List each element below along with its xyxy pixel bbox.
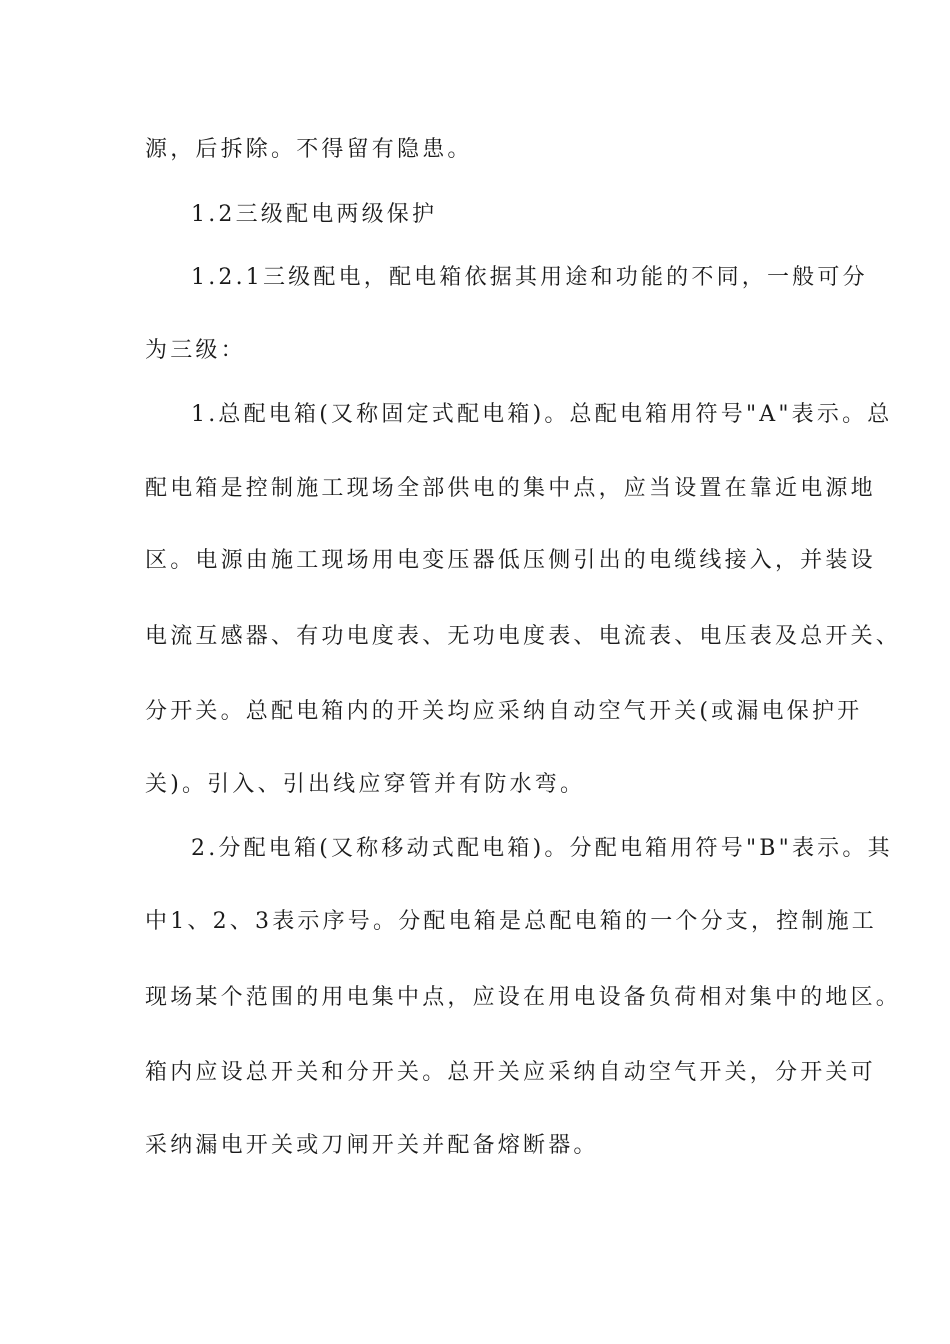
paragraph-line: 电流互感器、有功电度表、无功电度表、电流表、电压表及总开关、 xyxy=(145,624,902,649)
paragraph-line: 现场某个范围的用电集中点，应设在用电设备负荷相对集中的地区。 xyxy=(145,985,902,1010)
paragraph-line: 为三级： xyxy=(145,338,246,363)
paragraph-line: 采纳漏电开关或刀闸开关并配备熔断器。 xyxy=(145,1133,599,1158)
paragraph-line: 2.分配电箱(又称移动式配电箱)。分配电箱用符号"B"表示。其 xyxy=(191,836,893,861)
paragraph-line: 中1、2、3表示序号。分配电箱是总配电箱的一个分支，控制施工 xyxy=(145,909,877,934)
paragraph-line: 1.2.1三级配电，配电箱依据其用途和功能的不同，一般可分 xyxy=(191,265,868,290)
paragraph-line: 区。电源由施工现场用电变压器低压侧引出的电缆线接入，并装设 xyxy=(145,548,876,573)
paragraph-line: 源，后拆除。不得留有隐患。 xyxy=(145,137,473,162)
paragraph-line: 关)。引入、引出线应穿管并有防水弯。 xyxy=(145,772,586,797)
paragraph-line: 1.总配电箱(又称固定式配电箱)。总配电箱用符号"A"表示。总 xyxy=(191,402,893,427)
paragraph-line: 分开关。总配电箱内的开关均应采纳自动空气开关(或漏电保护开 xyxy=(145,699,863,724)
section-heading: 1.2三级配电两级保护 xyxy=(191,202,438,227)
paragraph-line: 箱内应设总开关和分开关。总开关应采纳自动空气开关，分开关可 xyxy=(145,1060,876,1085)
paragraph-line: 配电箱是控制施工现场全部供电的集中点，应当设置在靠近电源地 xyxy=(145,476,876,501)
